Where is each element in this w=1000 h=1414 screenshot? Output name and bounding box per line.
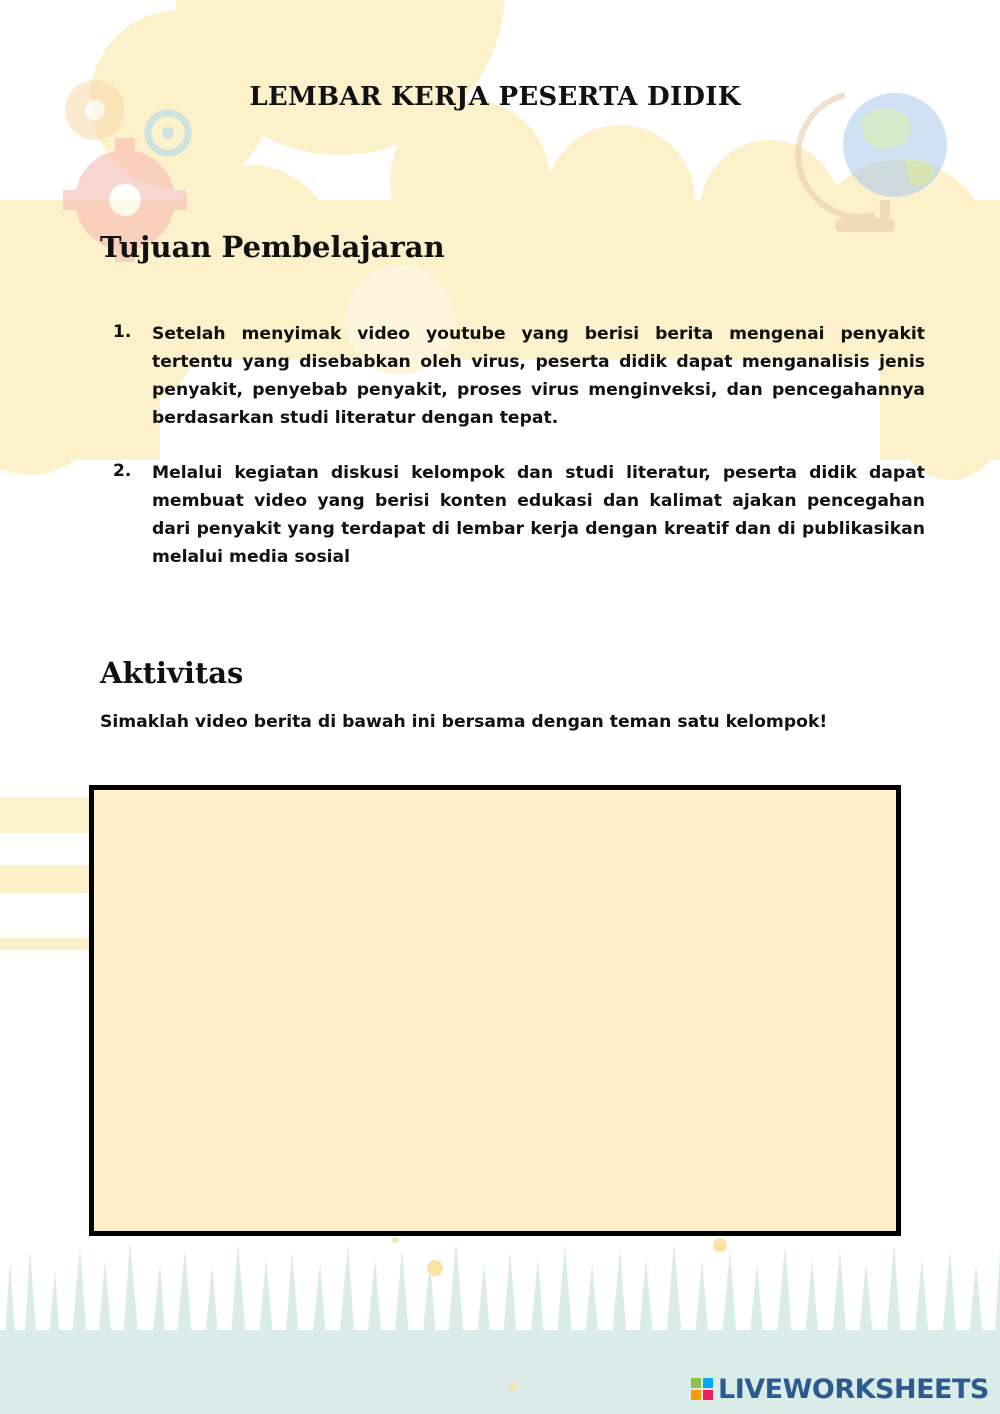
list-item-number: 1. (113, 322, 132, 342)
liveworksheets-logo-icon (690, 1377, 714, 1401)
video-placeholder[interactable] (89, 785, 901, 1236)
list-item-text: Setelah menyimak video youtube yang berisi berita mengenai penyakit tertentu yang disebabkan oleh virus, peserta didik dapat menganalisis jenis penyakit, penyebab penyakit, proses virus menginveksi, dan pencegahannya berdasarkan studi literatur dengan tepat. (152, 324, 925, 428)
list-item-number: 2. (113, 461, 132, 481)
list-item-text: Melalui kegiatan diskusi kelompok dan studi literatur, peserta didik dapat membuat video yang berisi konten edukasi dan kalimat ajakan pencegahan dari penyakit yang terdapat di lembar kerja dengan kreatif dan di publikasikan melalui media sosial (152, 463, 925, 567)
stripe-decoration (0, 797, 89, 950)
activity-heading: Aktivitas (100, 656, 244, 690)
liveworksheets-logo (690, 1371, 989, 1407)
learning-goals-heading: Tujuan Pembelajaran (100, 230, 445, 264)
watermark-text: LIVEWORKSHEETS (718, 1373, 989, 1405)
activity-instruction: Simaklah video berita di bawah ini bersama dengan teman satu kelompok! (100, 712, 828, 732)
page-title: LEMBAR KERJA PESERTA DIDIK (249, 82, 741, 112)
